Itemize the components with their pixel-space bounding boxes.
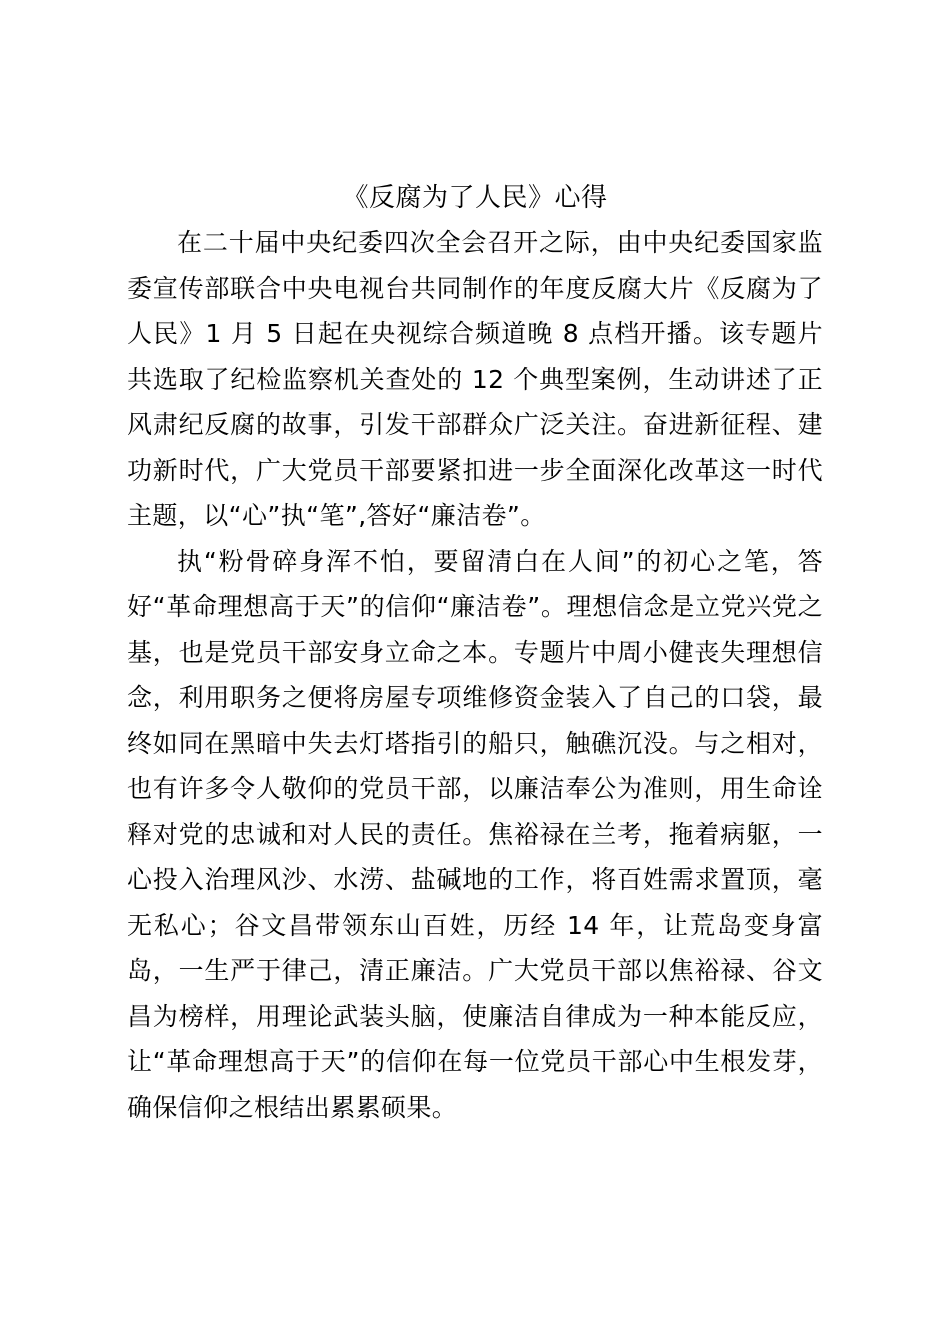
paragraph-body: 执“粉骨碎身浑不怕，要留清白在人间”的初心之笔，答好“革命理想高于天”的信仰“廉洁卷”。理想信念是立党兴党之基，也是党员干部安身立命之本。专题片中周小健丧失理想信念，利用职务之便将房屋专项维修资金装入了自己的口袋，最终如同在黑暗中失去灯塔指引的船只，触礁沉没。与之相对，也有许多令人敬仰的党员干部，以廉洁奉公为准则，用生命诠释对党的忠诚和对人民的责任。焦裕禄在兰考，拖着病躯，一心投入治理风沙、水涝、盐碱地的工作，将百姓需求置顶，毫无私心；谷文昌带领东山百姓，历经 14 年，让荒岛变身富岛，一生严于律己，清正廉洁。广大党员干部以焦裕禄、谷文昌为榜样，用理论武装头脑，使廉洁自律成为一种本能反应，让“革命理想高于天”的信仰在每一位党员干部心中生根发芽，确保信仰之根结出累累硕果。 <box>127 546 823 1122</box>
document-title: 《反腐为了人民》心得 <box>342 183 608 213</box>
document-page <box>127 176 823 1130</box>
paragraph-intro: 在二十届中央纪委四次全会召开之际，由中央纪委国家监委宣传部联合中央电视台共同制作的年度反腐大片《反腐为了人民》1 月 5 日起在央视综合频道晚 8 点档开播。该专题片共选取了纪检监察机关查处的 12 个典型案例，生动讲述了正风肃纪反腐的故事，引发干部群众广泛关注。奋进新征程、建功新时代，广大党员干部要紧扣进一步全面深化改革这一时代主题，以“心”执“笔”,答好“廉洁卷”。 <box>127 228 823 530</box>
